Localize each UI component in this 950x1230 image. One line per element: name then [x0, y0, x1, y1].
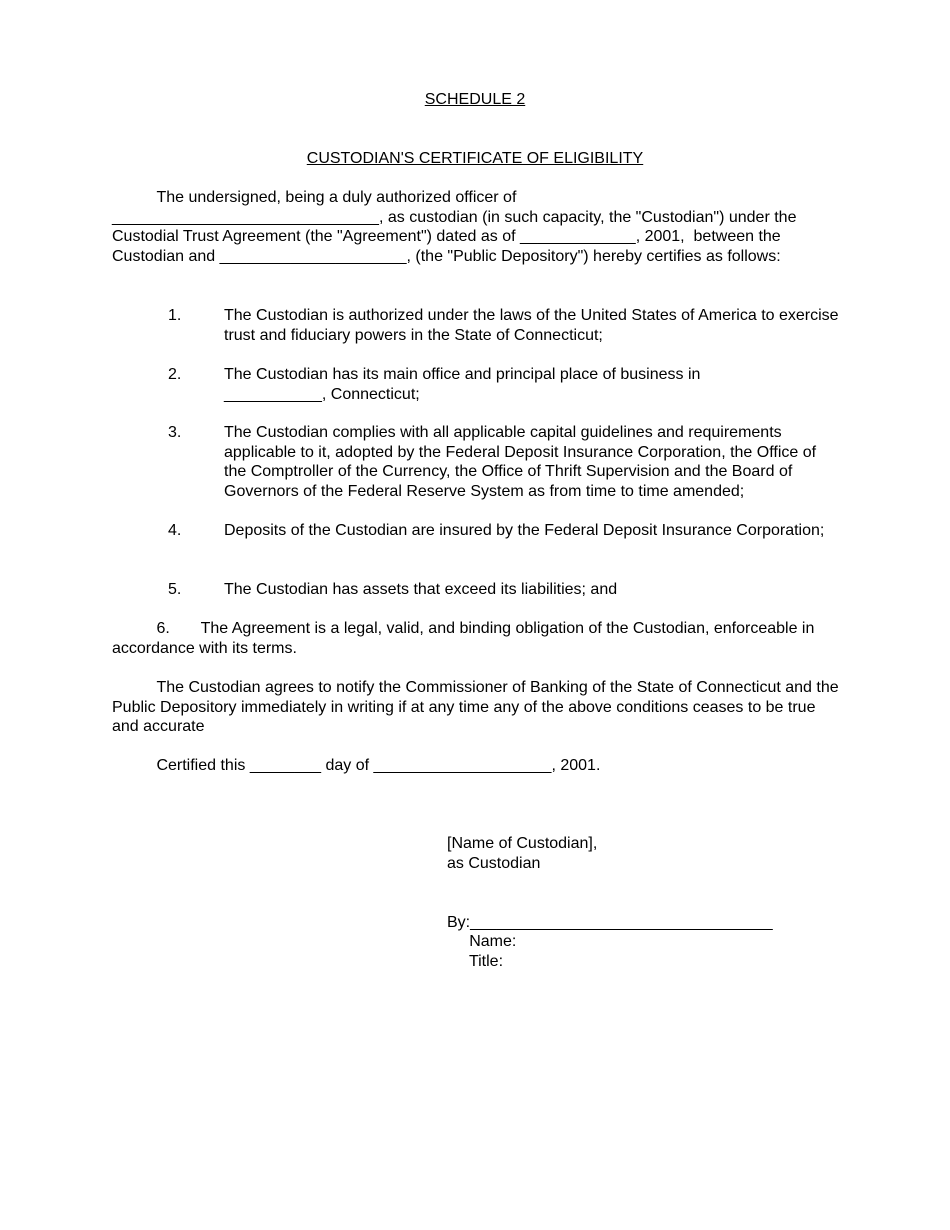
certificate-title: CUSTODIAN'S CERTIFICATE OF ELIGIBILITY: [306, 150, 644, 167]
list-item: [112, 306, 842, 345]
certified-line: Certified this ________ day of ____________________, 2001.: [112, 757, 601, 774]
item-6-paragraph: 6. The Agreement is a legal, valid, and binding obligation of the Custodian, enforceable in accordance with its terms.: [112, 620, 819, 657]
notify-paragraph: The Custodian agrees to notify the Commissioner of Banking of the State of Connecticut and the Public Depository immediately in writing if at any time any of the above conditions ceases to be true and accurate: [112, 679, 844, 736]
schedule-title: SCHEDULE 2: [424, 91, 526, 108]
list-item: [112, 423, 842, 501]
list-item-number: 5.: [168, 581, 182, 598]
list-item-number: 3.: [168, 424, 182, 441]
list-item-number: 2.: [168, 366, 182, 383]
as-custodian-line: as Custodian: [447, 855, 541, 872]
list-item-text: The Custodian has its main office and principal place of business in ___________, Connecticut;: [224, 366, 701, 403]
intro-paragraph: The undersigned, being a duly authorized officer of ______________________________, as custodian (in such capacity, the "Custodian") under the Custodial Trust Agreement (the "Agreement") dated as of _____________, 2001, between the Custodian and _____________________, (the "Public Depository") hereby certifies as follows:: [112, 189, 797, 265]
list-item: [112, 521, 842, 541]
list-item-text: The Custodian complies with all applicable capital guidelines and requirements applicable to it, adopted by the Federal Deposit Insurance Corporation, the Office of the Comptroller of the Currency, the Office of Thrift Supervision and the Board of Governors of the Federal Reserve System as from time to time amended;: [224, 424, 821, 500]
list-item-text: The Custodian has assets that exceed its liabilities; and: [224, 581, 618, 598]
list-item: [112, 580, 842, 600]
signature-by-line: By:__________________________________: [447, 914, 773, 931]
list-item: [112, 365, 842, 404]
list-item-number: 1.: [168, 307, 182, 324]
list-item-text: The Custodian is authorized under the laws of the United States of America to exercise trust and fiduciary powers in the State of Connecticut;: [224, 307, 844, 344]
custodian-name-line: [Name of Custodian],: [447, 835, 598, 852]
list-item-number: 4.: [168, 522, 182, 539]
signature-title-label: Title:: [447, 953, 504, 970]
signature-name-label: Name:: [447, 933, 517, 950]
list-item-text: Deposits of the Custodian are insured by the Federal Deposit Insurance Corporation;: [224, 522, 825, 539]
